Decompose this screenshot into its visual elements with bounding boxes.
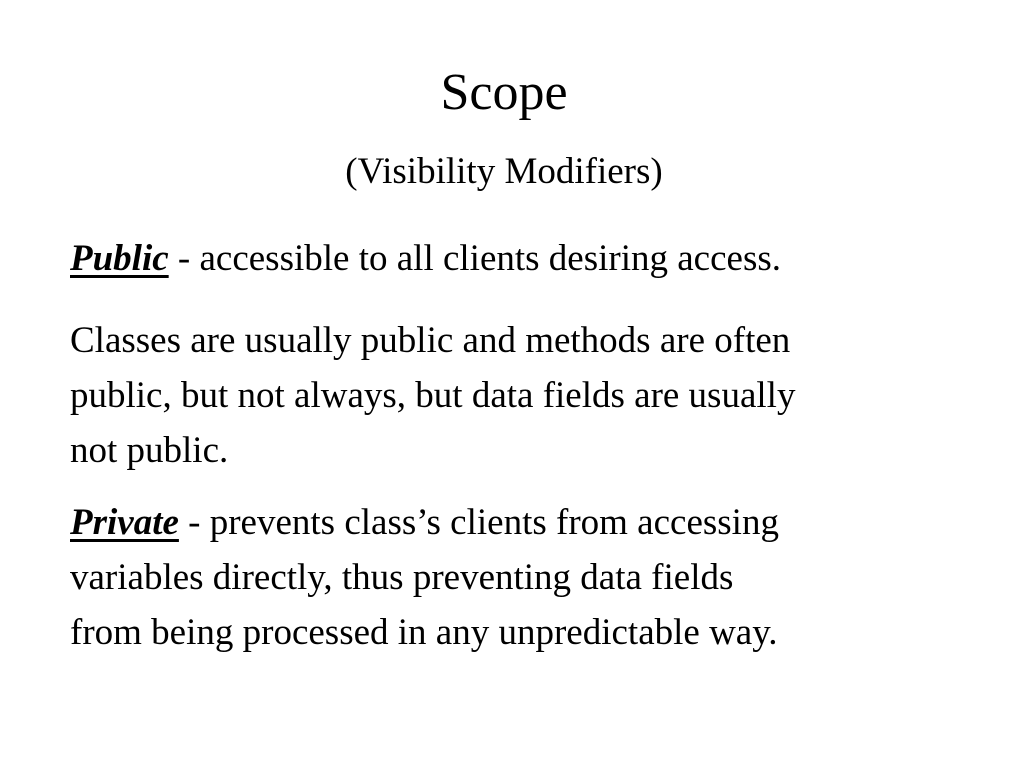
private-term: Private: [70, 502, 179, 543]
classes-note-line-3: not public.: [70, 430, 229, 471]
private-description: - prevents class’s clients from accessing: [178, 502, 779, 543]
classes-note-line-1: Classes are usually public and methods are often: [70, 320, 791, 361]
public-term: Public: [70, 238, 169, 279]
private-line-2: variables directly, thus preventing data fields: [70, 557, 734, 598]
private-first-line: [70, 495, 990, 550]
public-definition: [70, 231, 990, 286]
slide-title: Scope: [440, 64, 568, 121]
slide-subtitle: (Visibility Modifiers): [345, 151, 663, 192]
classes-note: [70, 313, 990, 478]
public-description: - accessible to all clients desiring access.: [168, 238, 781, 279]
private-line-3: from being processed in any unpredictable way.: [70, 612, 778, 653]
classes-note-line-2: public, but not always, but data fields are usually: [70, 375, 796, 416]
private-definition: [70, 495, 990, 660]
